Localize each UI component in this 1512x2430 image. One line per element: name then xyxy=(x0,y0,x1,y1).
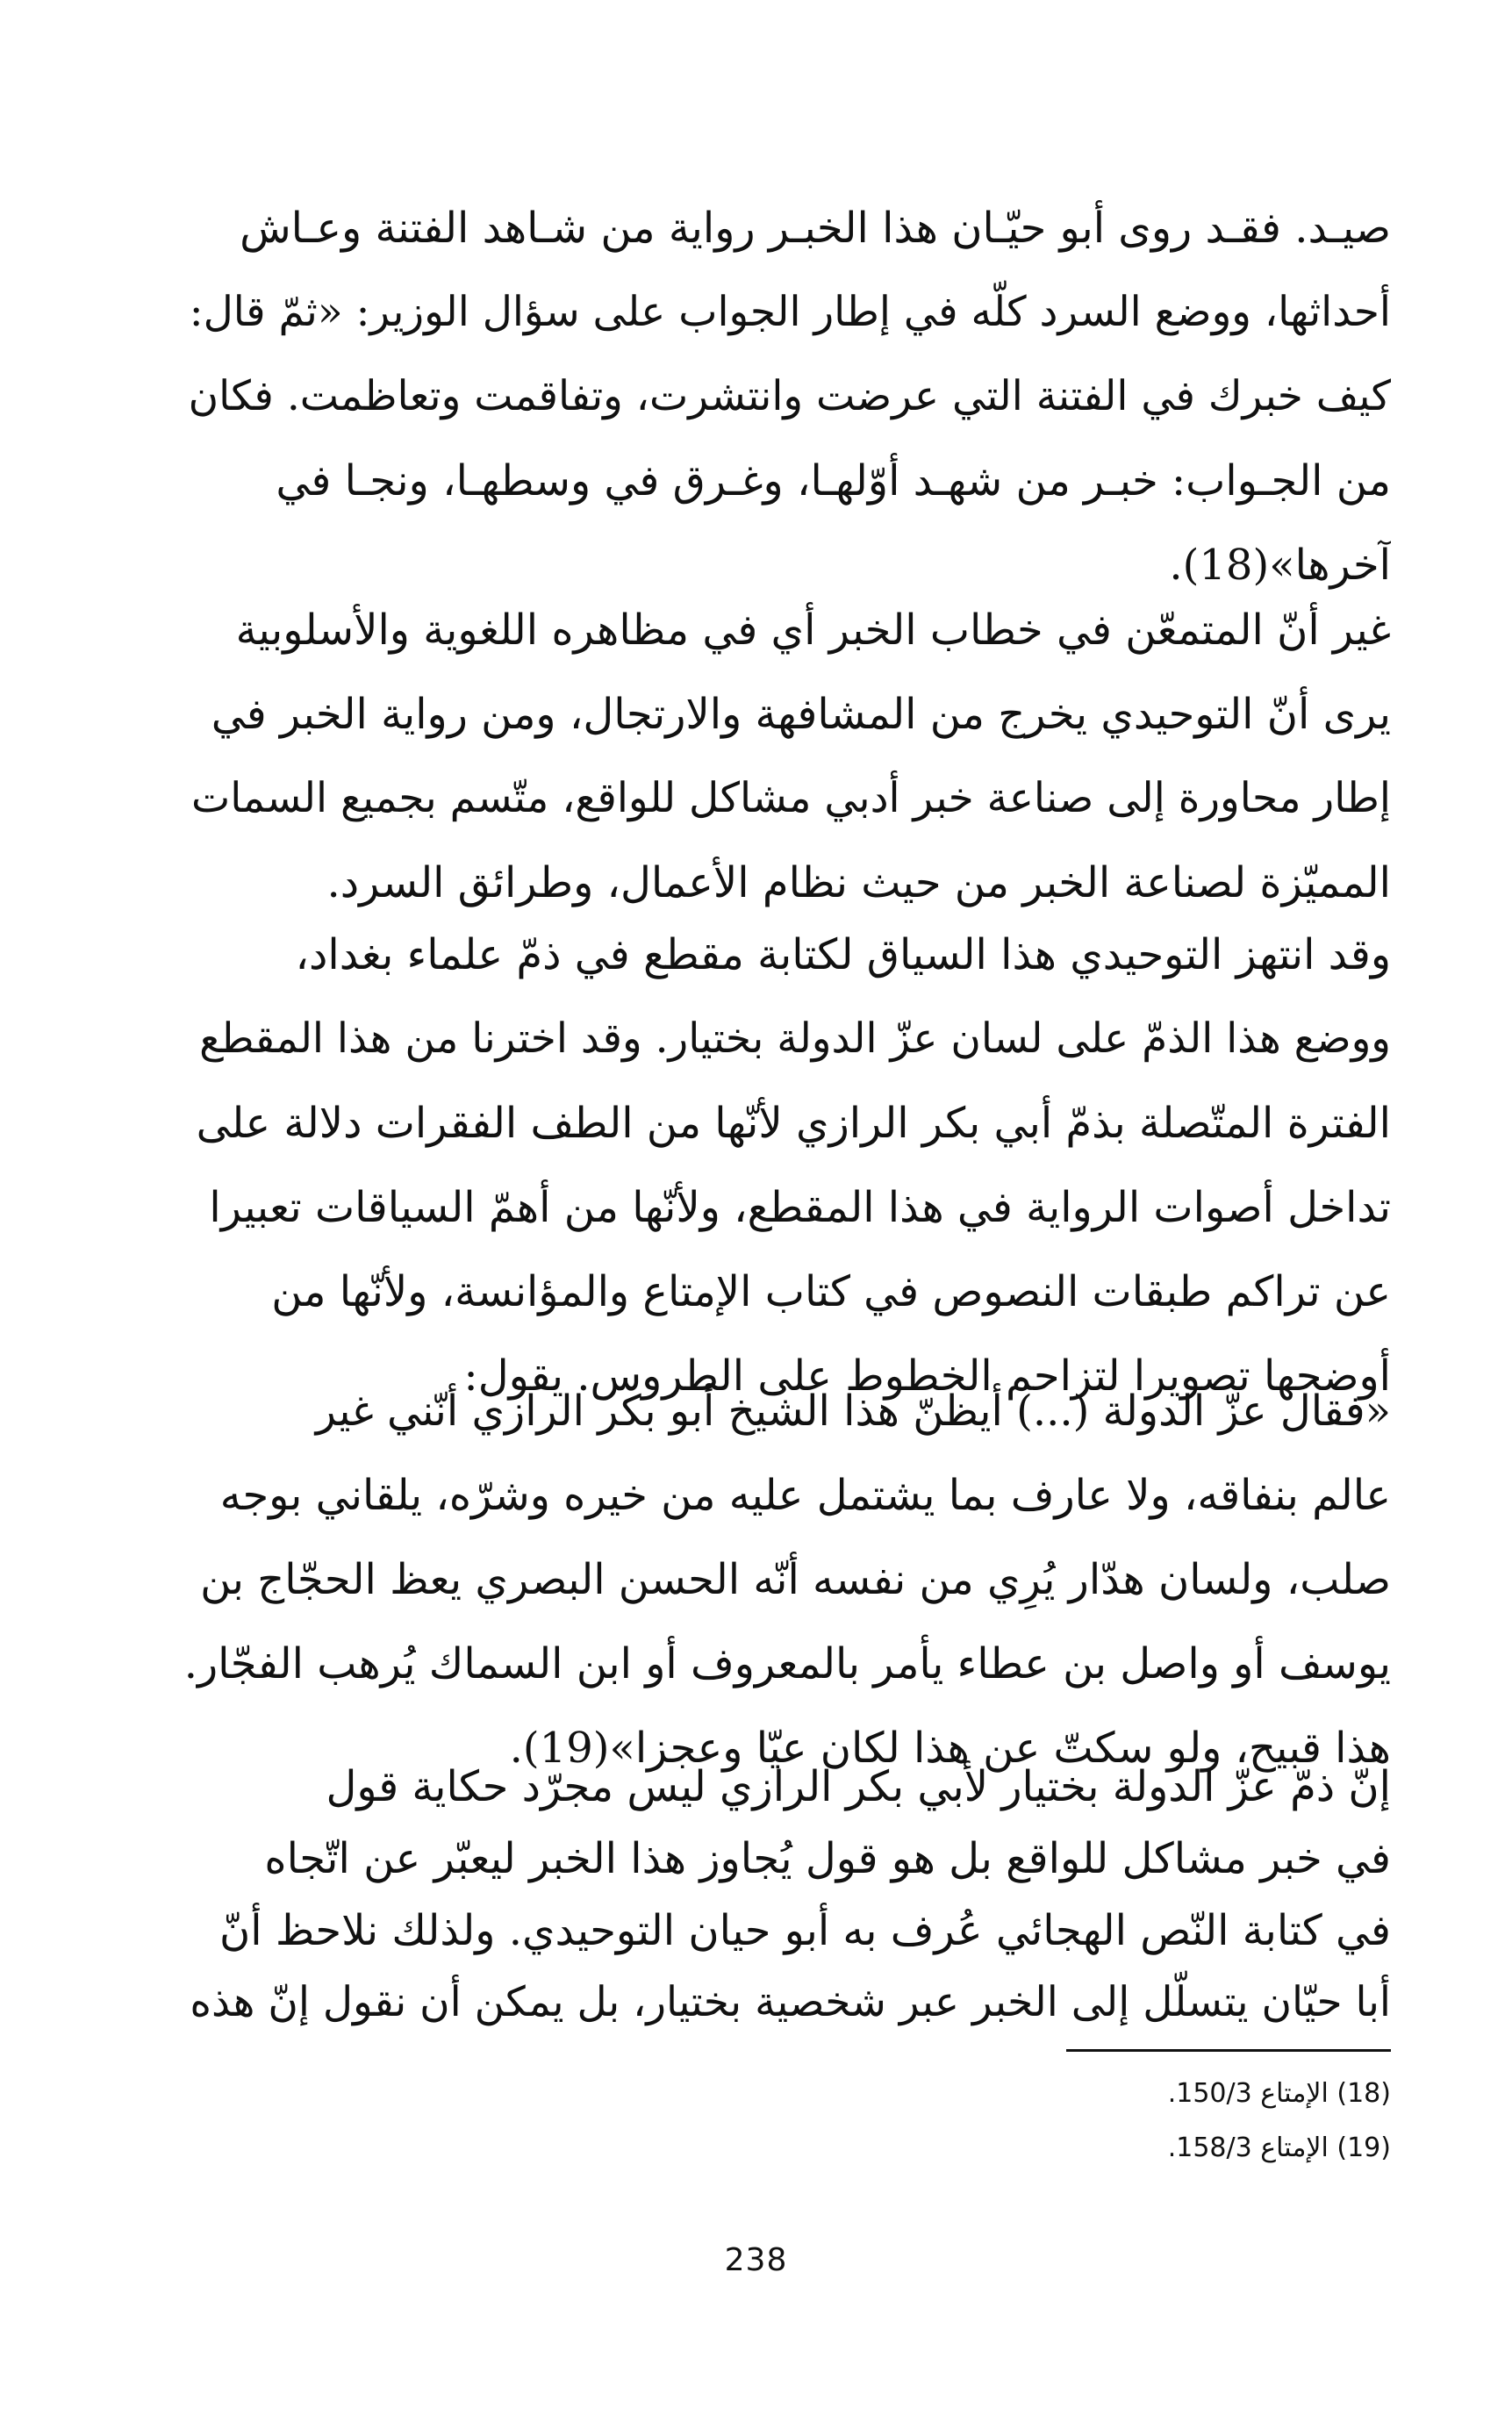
text-line: صيـد. فقـد روى أبو حيّـان هذا الخبـر رواية من شـاهد الفتنة وعـاش xyxy=(240,204,1391,253)
text-line: تداخل أصوات الرواية في هذا المقطع، ولأنّها من أهمّ السياقات تعبيرا xyxy=(209,1183,1391,1232)
footnote-19: (19) الإمتاع 158/3. xyxy=(1167,2133,1391,2163)
text-line: غير أنّ المتمعّن في خطاب الخبر أي في مظاهره اللغوية والأسلوبية xyxy=(235,606,1391,655)
text-line: ووضع هذا الذمّ على لسان عزّ الدولة بختيار. وقد اخترنا من هذا المقطع xyxy=(199,1014,1391,1063)
quotation-paragraph xyxy=(180,1369,1391,1790)
text-line: كيف خبرك في الفتنة التي عرضت وانتشرت، وتفاقمت وتعاظمت. فكان xyxy=(188,372,1391,420)
text-line: في كتابة النّص الهجائي عُرف به أبو حيان التوحيدي. ولذلك نلاحظ أنّ xyxy=(219,1906,1391,1955)
text-line: عالم بنفاقه، ولا عارف بما يشتمل عليه من خيره وشرّه، يلقاني بوجه xyxy=(219,1471,1391,1520)
text-line: صلب، ولسان هدّار يُرِي من نفسه أنّه الحسن البصري يعظ الحجّاج بن xyxy=(200,1555,1391,1604)
paragraph-2 xyxy=(180,588,1391,925)
text-line: يرى أنّ التوحيدي يخرج من المشافهة والارتجال، ومن رواية الخبر في xyxy=(211,690,1391,739)
text-line: آخرها»(18). xyxy=(1169,541,1391,590)
text-line: أحداثها، ووضع السرد كلّه في إطار الجواب على سؤال الوزير: «ثمّ قال: xyxy=(189,288,1391,336)
text-line: وقد انتهز التوحيدي هذا السياق لكتابة مقطع في ذمّ علماء بغداد، xyxy=(295,930,1391,979)
text-line: من الجـواب: خبـر من شهـد أوّلهـا، وغـرق في وسطهـا، ونجـا في xyxy=(276,456,1391,505)
text-line: عن تراكم طبقات النصوص في كتاب الإمتاع والمؤانسة، ولأنّها من xyxy=(271,1267,1391,1316)
text-line: المميّزة لصناعة الخبر من حيث نظام الأعمال، وطرائق السرد. xyxy=(326,858,1391,907)
footnote-18: (18) الإمتاع 150/3. xyxy=(1167,2078,1391,2109)
text-line: إطار محاورة إلى صناعة خبر أدبي مشاكل للواقع، متّسم بجميع السمات xyxy=(190,774,1391,822)
text-line: يوسف أو واصل بن عطاء يأمر بالمعروف أو ابن السماك يُرهب الفجّار. xyxy=(183,1639,1391,1688)
footnote-separator xyxy=(1066,2049,1391,2052)
text-line: أبا حيّان يتسلّل إلى الخبر عبر شخصية بختيار، بل يمكن أن نقول إنّ هذه xyxy=(190,1978,1391,2026)
text-line: إنّ ذمّ عزّ الدولة بختيار لأبي بكر الرازي ليس مجرّد حكاية قول xyxy=(326,1762,1391,1811)
paragraph-1 xyxy=(180,186,1391,607)
text-line: «فقال عزّ الدولة (...) أيظنّ هذا الشيخ أبو بكر الرازي أنّني غير xyxy=(315,1387,1391,1436)
text-line: في خبر مشاكل للواقع بل هو قول يُجاوز هذا الخبر ليعبّر عن اتّجاه xyxy=(264,1834,1391,1883)
paragraph-3 xyxy=(180,913,1391,1418)
text-line: هذا قبيح، ولو سكتّ عن هذا لكان عيّا وعجزا»(19). xyxy=(509,1724,1391,1773)
paragraph-5 xyxy=(180,1751,1391,2039)
text-line: أوضحها تصويرا لتزاحم الخطوط على الطروس. يقول: xyxy=(463,1351,1391,1401)
footnotes xyxy=(965,2067,1391,2176)
text-line: الفترة المتّصلة بذمّ أبي بكر الرازي لأنّها من الطف الفقرات دلالة على xyxy=(196,1099,1391,1148)
page-number: 238 xyxy=(724,2242,788,2278)
